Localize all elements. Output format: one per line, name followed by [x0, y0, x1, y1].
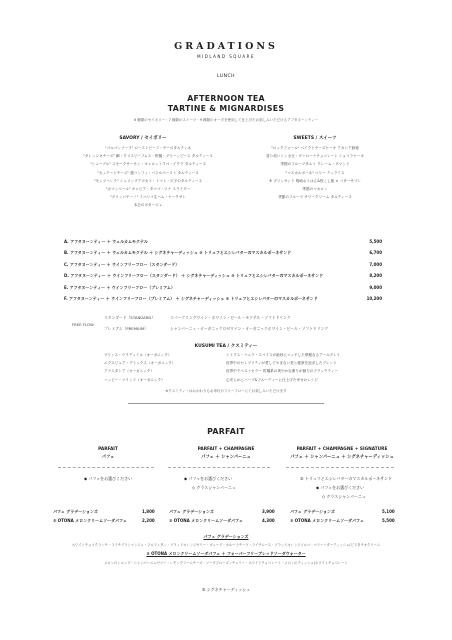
- divider: [286, 467, 394, 468]
- parfait-price: 2,200: [142, 518, 155, 523]
- kusumi-note: ※クスミティーはおかわりもお申付けフリーフローにてお楽しみいただけます: [165, 389, 287, 393]
- list-item: 心安らかにハーブ&フルーティーに仕上げた幸せのレシピ: [226, 377, 318, 382]
- menu-type: LUNCH: [217, 74, 235, 79]
- plan-label: D. アフタヌーンティー ＋ ウインフリーフロー（スタンダード） ＋ シグネチャーディッシュ ⑤ トリュフとエシレバターのマスカルポーネサンド: [64, 273, 324, 278]
- parfait-champagne-col-heading: PARFAIT + CHAMPAGNE パフェ ＋ シャンパーニュ: [197, 447, 255, 460]
- plan-label: A. アフタヌーンティー ＋ ウェルカムモクテル: [64, 239, 148, 244]
- parfait-option: ◆ パフェをお選びください: [184, 476, 233, 481]
- list-item: 季節のマカロン: [302, 187, 328, 192]
- parfait-option: ◆ パフェをお選びください: [84, 476, 133, 481]
- plan-row: [64, 296, 382, 304]
- list-item: "グリッパチーノ" イベリコ生ハム・ケークサレ: [110, 195, 186, 200]
- plan-label: C. アフタヌーンティー ＋ ウインフリーフロー（スタンダード）: [64, 262, 180, 267]
- list-item: "マスカルポーネ" ベリー ティラミス: [285, 170, 345, 175]
- parfait-desc: ホワイトチョコクランチ・ライチブランマンジェ・フロランタン・ブラッドオレンジゼリー・ヴェーグ・カルーラチーツ・ライチムース・ブラッドオレンジソルベ・ベリーバターティッシュ(ピスタチオクリーム: [71, 543, 381, 547]
- divider: [168, 467, 270, 468]
- plan-row: [64, 273, 382, 281]
- parfait-price: 4,300: [262, 518, 275, 523]
- list-item: アナスタシア（オーガニック）: [104, 369, 154, 374]
- plan-row: [64, 239, 382, 247]
- parfait-name: ⑤ OTONA メロンクリームソーダパフェ: [53, 518, 127, 523]
- kusumi-heading: KUSUMI TEA / クスミティー: [194, 344, 258, 349]
- parfait-price: 5,500: [382, 518, 395, 523]
- plan-price: 5,500: [369, 239, 382, 244]
- parfait-price: 5,100: [382, 509, 395, 514]
- list-item: "カマンベール" キャビア・タマゴ・ツナ スライダー: [105, 187, 191, 192]
- plan-label: E. アフタヌーンティー ＋ ウインフリーフロー（プレミアム）: [64, 285, 175, 290]
- list-item: 季節のフルーツタルト クレーム・ダマンド: [280, 162, 350, 167]
- savory-heading: SAVORY / セイボリー: [119, 136, 167, 141]
- melon-parfait-desc: メロンのシロップ・シャンパーニュゼリー・レモンクリームチーズ・ソーダフローズンチェリー・ホワイトチョコレート・メロンのティッシュ(ホワイトチョコレート: [104, 561, 348, 565]
- list-item: シトラス・バニラ・スパイスが絶妙にマッチした華麗なるアールグレイ: [226, 353, 341, 357]
- list-item: プリンス・ウラディミル（オーガニック）: [104, 353, 172, 357]
- plan-price: 9,000: [369, 285, 382, 290]
- list-item: 香り高いトンカ豆・ヴァローナチョコレート ショコラケーキ: [266, 154, 364, 159]
- list-item: ハッピー・マインド（オーガニック）: [104, 377, 165, 382]
- sweets-heading: SWEETS / スイーツ: [293, 136, 337, 141]
- parfait-name: パフェ グラデーションズ: [290, 509, 335, 514]
- list-item: "モッツァレラ" シュリンプアボカド・トマト・穴子のタルティーヌ: [93, 178, 203, 183]
- parfait-name: ⑤ OTONA メロンクリームソーダパフェ: [169, 518, 243, 523]
- section-divider: [128, 403, 324, 404]
- parfait-name: パフェ グラデーションズ: [53, 509, 98, 514]
- free-flow-standard-name: スタンダード（STANDARD）: [104, 315, 156, 320]
- parfait-option: ⑤ トリュフとエシレバターのマスカルポーネサンド: [300, 476, 392, 481]
- brand-logo: GRADATIONS: [174, 41, 278, 52]
- afternoon-tea-subtitle: TARTINE & MIGNARDISES: [167, 104, 285, 113]
- list-item: "シューブル" スモークサーモン・キャロットラペ・イクラ タルティーヌ: [89, 162, 207, 167]
- parfait-option: ◆ パフェをお選びください: [316, 485, 365, 490]
- parfait-name: ⑤ OTONA メロンクリームソーダパフェ: [290, 518, 364, 523]
- plan-row: [64, 250, 382, 258]
- plan-row: [64, 285, 382, 293]
- kusumi-desc-list: [226, 351, 340, 384]
- signature-legend: ⑤ シグネチャーディッシュ: [201, 587, 251, 592]
- savory-list: [68, 144, 228, 210]
- plan-price: 7,000: [369, 262, 382, 267]
- plan-price: 8,200: [369, 273, 382, 278]
- parfait-price: 3,900: [262, 509, 275, 514]
- plan-row: [64, 262, 382, 270]
- list-item: "カッテージチーズ" 鶏コンフィ・バジルペースト タルティーヌ: [97, 170, 199, 175]
- brand-subtitle: MIDLAND SQUARE: [197, 54, 255, 59]
- afternoon-tea-note: 6 種類のセイボリー・7 種類のスイーツ・9 種類のオーダを使用して仕上げたお楽しみいただけるアフタヌーンティー: [133, 118, 319, 122]
- free-flow-premium-desc: シャンパーニュ・オーガニックロゼワイン・オーガニックホワイン・ビール・ソフトドリンク: [170, 326, 329, 331]
- list-item: "タレッジオチーズ" 鯛・クリスピーフムス・柑橘・グリーンピース タルティーヌ: [83, 154, 213, 159]
- parfait-col-heading: PARFAIT パフェ: [98, 447, 118, 460]
- free-flow-standard-desc: スパークリングワイン・ホワイン・ビール・モクテル・ソフトドリンク: [170, 315, 291, 320]
- parfait-desc-heading: パフェ グラデーションズ: [203, 534, 249, 539]
- list-item: "ゴルゴンゾーラ" ローストビーフ・チーズタルティネ: [104, 146, 192, 150]
- sweets-list: [234, 144, 396, 201]
- parfait-price: 1,800: [142, 509, 155, 514]
- kusumi-tea-list: [104, 351, 175, 384]
- parfait-title: PARFAIT: [207, 427, 245, 436]
- list-item: 本日のポタージュ: [133, 203, 163, 208]
- parfait-signature-col-heading: PARFAIT + CHAMPAGNE + SIGNATURE パフェ ＋ シャンパーニュ ＋ シグネチャーディッシュ: [290, 447, 394, 460]
- free-flow-premium-name: プレミアム（PREMIUM）: [104, 326, 148, 331]
- free-flow-label: FREE FLOW: [72, 322, 94, 327]
- afternoon-tea-title: AFTERNOON TEA: [187, 94, 265, 103]
- plan-label: F. アフタヌーンティー ＋ ウインフリーフロー（プレミアム） ＋ シグネチャーディッシュ ⑤ トリュフとエシレバターのマスカルポーネサンド: [64, 296, 318, 301]
- list-item: "ロックフォール" ベイクドチーズケーキ アカシア蜂蜜: [271, 146, 359, 150]
- melon-parfait-heading: ⑤ OTONA メロンクリームソーダパフェ ＋ フォーパーフリーブレッドソーダウォーター: [146, 551, 306, 556]
- list-item: エクスピュア・デトックス（オーガニック）: [104, 361, 176, 366]
- plan-price: 6,700: [369, 250, 382, 255]
- list-item: ⑤ プリンサンド 岡崎おうはん&桜こし餡 × バターサブレ: [268, 178, 362, 183]
- plan-label: B. アフタヌーンティー ＋ ウェルカムモクテル ＋ シグネチャーディッシュ ⑤ トリュフとエシレバターのマスカルポーネサンド: [64, 250, 292, 255]
- plan-price: 10,200: [366, 296, 382, 301]
- parfait-option: ◇ グラスシャンパーニュ: [192, 485, 236, 490]
- divider: [58, 467, 154, 468]
- list-item: 季節のフルーツ サワークリーム タルティーヌ: [278, 195, 352, 200]
- list-item: 世界中のセレブリティが愛してやまない美と健康を追求したブレンド: [226, 361, 337, 366]
- parfait-name: パフェ グラデーションズ: [169, 509, 214, 514]
- list-item: 世界中でベストセラー 柑橘系の爽やかな薫りが魅力のブラックティー: [226, 369, 339, 374]
- parfait-option: ◇ グラスシャンパーニュ: [322, 494, 366, 499]
